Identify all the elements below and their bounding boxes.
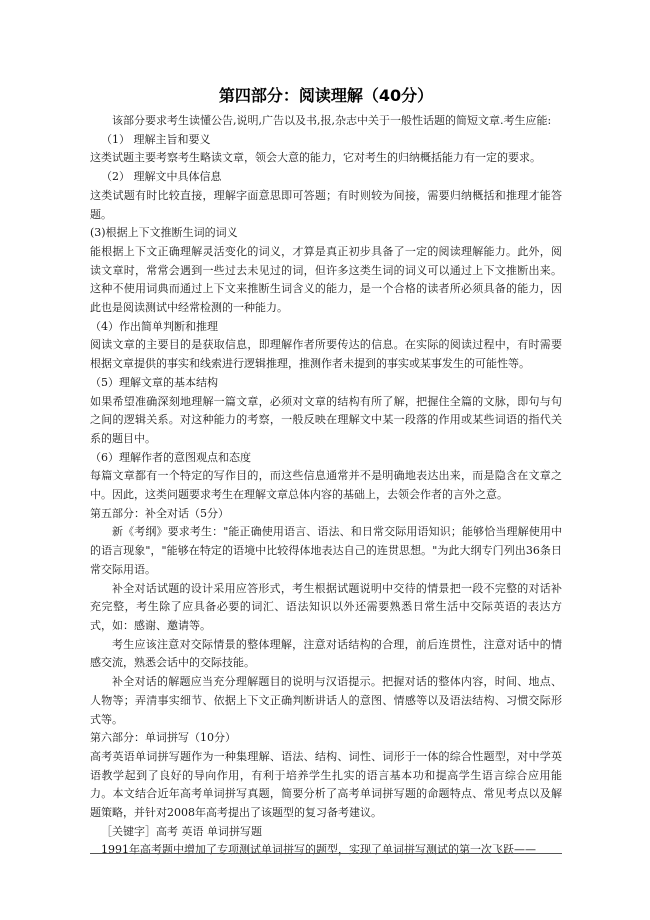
paragraph: 补全对话试题的设计采用应答形式，考生根据试题说明中交待的情景把一段不完整的对话补充完整，考生除了应具备必要的词汇、语法知识以外还需要熟悉日常生活中交际英语的表达方式，如：感谢、邀请等。	[90, 581, 562, 632]
paragraph: 阅读文章的主要目的是获取信息，即理解作者所要传达的信息。在实际的阅读过程中，有时需要根据文章提供的事实和线索进行逻辑推理，推测作者未提到的事实或某事发生的可能性等。	[90, 338, 562, 371]
paragraph: （4）作出简单判断和推理	[90, 319, 218, 333]
page-title: 第四部分：阅读理解（40分）	[218, 86, 434, 105]
paragraph: 高考英语单词拼写题作为一种集理解、语法、结构、词性、词形于一体的综合性题型，对中学英语教学起到了良好的导向作用，有利于培养学生扎实的语言基本功和提高学生语言综合应用能力。本文结合近年高考单词拼写真题，简要分析了高考单词拼写题的命题特点、常见考点以及解题策略，并针对2008年高考提出了该题型的复习备考建议。	[90, 749, 562, 820]
paragraph: （5）理解文章的基本结构	[90, 375, 218, 389]
footer-divider	[90, 853, 562, 854]
paragraph: 补全对话的解题应当充分理解题目的说明与汉语提示。把握对话的整体内容，时间、地点、人物等；弄清事实细节、依据上下文正确判断讲话人的意图、情感等以及语法结构、习惯交际形式等。	[90, 675, 562, 726]
paragraph: 能根据上下文正确理解灵活变化的词义，才算是真正初步具备了一定的阅读理解能力。此外，阅读文章时，常常会遇到一些过去未见过的词，但许多这类生词的词义可以通过上下文推断出来。这种不使用词典而通过上下文来推断生词含义的能力，是一个合格的读者所必须具备的能力，因此也是阅读测试中经常检测的一种能力。	[90, 244, 562, 315]
paragraph: 1991年高考题中增加了专项测试单词拼写的题型，实现了单词拼写测试的第一次飞跃——	[101, 843, 536, 857]
paragraph: 第五部分：补全对话（5分）	[90, 506, 229, 520]
paragraph: 第六部分：单词拼写（10分）	[90, 731, 236, 745]
paragraph-list	[90, 112, 562, 860]
paragraph: 这类试题主要考察考生略读文章，领会大意的能力，它对考生的归纳概括能力有一定的要求。	[90, 151, 541, 165]
paragraph: 每篇文章都有一个特定的写作目的，而这些信息通常并不是明确地表达出来，而是隐含在文章之中。因此，这类问题要求考生在理解文章总体内容的基础上，去领会作者的言外之意。	[90, 469, 562, 502]
paragraph: 这类试题有时比较直接，理解字面意思即可答题；有时则较为间接，需要归纳概括和推理才能答题。	[90, 188, 562, 221]
paragraph: （6）理解作者的意图观点和态度	[90, 450, 251, 464]
paragraph: （1） 理解主旨和要义	[101, 132, 211, 146]
paragraph: 新《考纲》要求考生："能正确使用语言、语法、和日常交际用语知识；能够恰当理解使用中的语言现象"，"能够在特定的语境中比较得体地表达自己的连贯思想。"为此大纲专门列出36条日常交际用语。	[90, 525, 562, 576]
paragraph: （2） 理解文中具体信息	[101, 170, 222, 184]
paragraph: 考生应该注意对交际情景的整体理解，注意对话结构的合理，前后连贯性，注意对话中的情感交流，熟悉会话中的交际技能。	[90, 637, 562, 670]
document-body	[90, 86, 562, 860]
paragraph: ［关键字］高考 英语 单词拼写题	[101, 824, 262, 838]
paragraph: 如果希望准确深刻地理解一篇文章，必须对文章的结构有所了解，把握住全篇的文脉，即句与句之间的逻辑关系。对这种能力的考察，一般反映在理解文中某一段落的作用或某些词语的指代关系的题目中。	[90, 394, 562, 445]
paragraph: 该部分要求考生读懂公告,说明,广告以及书,报,杂志中关于一般性话题的简短文章.考生应能:	[112, 114, 552, 127]
paragraph: (3)根据上下文推断生词的词义	[90, 226, 238, 240]
